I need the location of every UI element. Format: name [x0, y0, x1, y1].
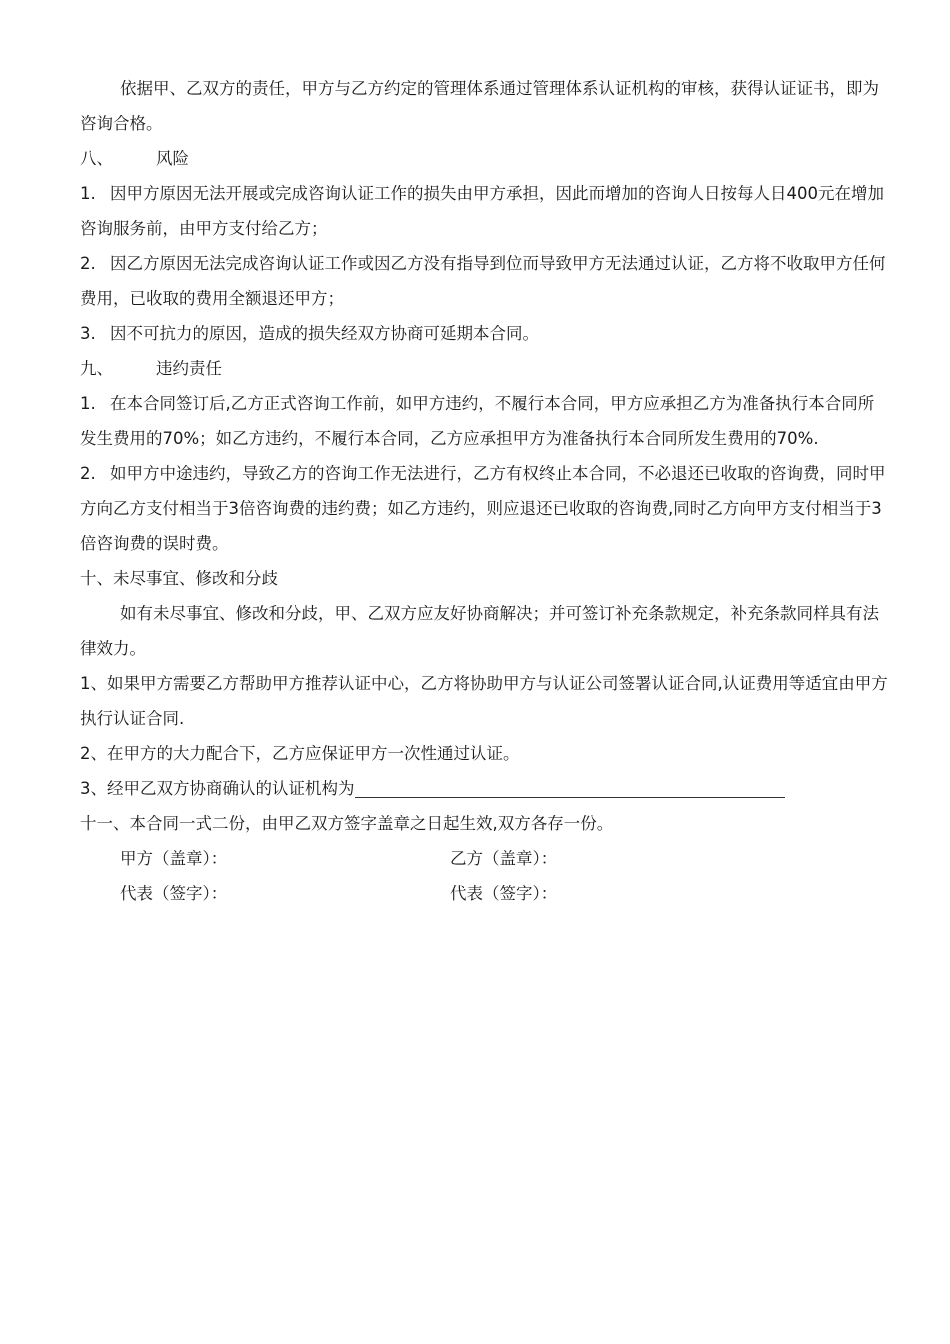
section-10-body: 如有未尽事宜、修改和分歧，甲、乙双方应友好协商解决；并可签订补充条款规定，补充条款同样具有法律效力。: [80, 604, 879, 658]
section-10-heading: 十、未尽事宜、修改和分歧: [80, 569, 278, 588]
party-a-rep-label: 代表（签字）：: [120, 884, 228, 903]
section-8-number: 八、: [80, 149, 113, 168]
section-10-item-1: 1、如果甲方需要乙方帮助甲方推荐认证中心，乙方将协助甲方与认证公司签署认证合同,认证费用等适宜由甲方执行认证合同.: [80, 674, 888, 728]
section-9-item-2: [80, 456, 890, 561]
item-number: 1.: [80, 184, 96, 203]
signature-row: [80, 876, 890, 911]
contract-page: [80, 71, 890, 911]
item-number: 2.: [80, 464, 96, 483]
section-8-item-3: [80, 316, 890, 351]
item-text: 因乙方原因无法完成咨询认证工作或因乙方没有指导到位而导致甲方无法通过认证，乙方将不收取甲方任何费用，已收取的费用全额退还甲方；: [80, 254, 886, 308]
item-text: 因甲方原因无法开展或完成咨询认证工作的损失由甲方承担，因此而增加的咨询人日按每人日400元在增加咨询服务前，由甲方支付给乙方；: [80, 184, 884, 238]
item-text: 在本合同签订后,乙方正式咨询工作前，如甲方违约，不履行本合同，甲方应承担乙方为准备执行本合同所发生费用的70%；如乙方违约，不履行本合同，乙方应承担甲方为准备执行本合同所发生费用的70%.: [80, 394, 875, 448]
section-9-number: 九、: [80, 359, 113, 378]
item-number: 2.: [80, 254, 96, 273]
party-b-rep-label: 代表（签字）：: [450, 884, 558, 903]
certification-body-blank-field[interactable]: [355, 777, 785, 798]
section-8-item-2: [80, 246, 890, 316]
party-a-seal-label: 甲方（盖章）：: [120, 849, 228, 868]
section-8-heading: [80, 141, 890, 176]
section-11-text: 十一、本合同一式二份，由甲乙双方签字盖章之日起生效,双方各存一份。: [80, 814, 614, 833]
intro-paragraph: 依据甲、乙双方的责任，甲方与乙方约定的管理体系通过管理体系认证机构的审核，获得认证证书，即为咨询合格。: [80, 79, 879, 133]
section-8-title: 风险: [156, 149, 189, 168]
seal-row: [80, 841, 890, 876]
section-10-item-2: 2、在甲方的大力配合下，乙方应保证甲方一次性通过认证。: [80, 744, 520, 763]
section-8-item-1: [80, 176, 890, 246]
party-b-seal-label: 乙方（盖章）：: [450, 849, 558, 868]
item-text: 因不可抗力的原因，造成的损失经双方协商可延期本合同。: [110, 324, 539, 343]
section-9-heading: [80, 351, 890, 386]
item-text: 3、经甲乙双方协商确认的认证机构为: [80, 779, 355, 798]
section-9-item-1: [80, 386, 890, 456]
section-9-title: 违约责任: [156, 359, 222, 378]
item-number: 3.: [80, 324, 96, 343]
item-number: 1.: [80, 394, 96, 413]
section-10-item-3: [80, 771, 890, 806]
item-text: 如甲方中途违约，导致乙方的咨询工作无法进行，乙方有权终止本合同，不必退还已收取的咨询费，同时甲方向乙方支付相当于3倍咨询费的违约费；如乙方违约，则应退还已收取的咨询费,同时乙方向甲方支付相当于3倍咨询费的误时费。: [80, 464, 886, 553]
